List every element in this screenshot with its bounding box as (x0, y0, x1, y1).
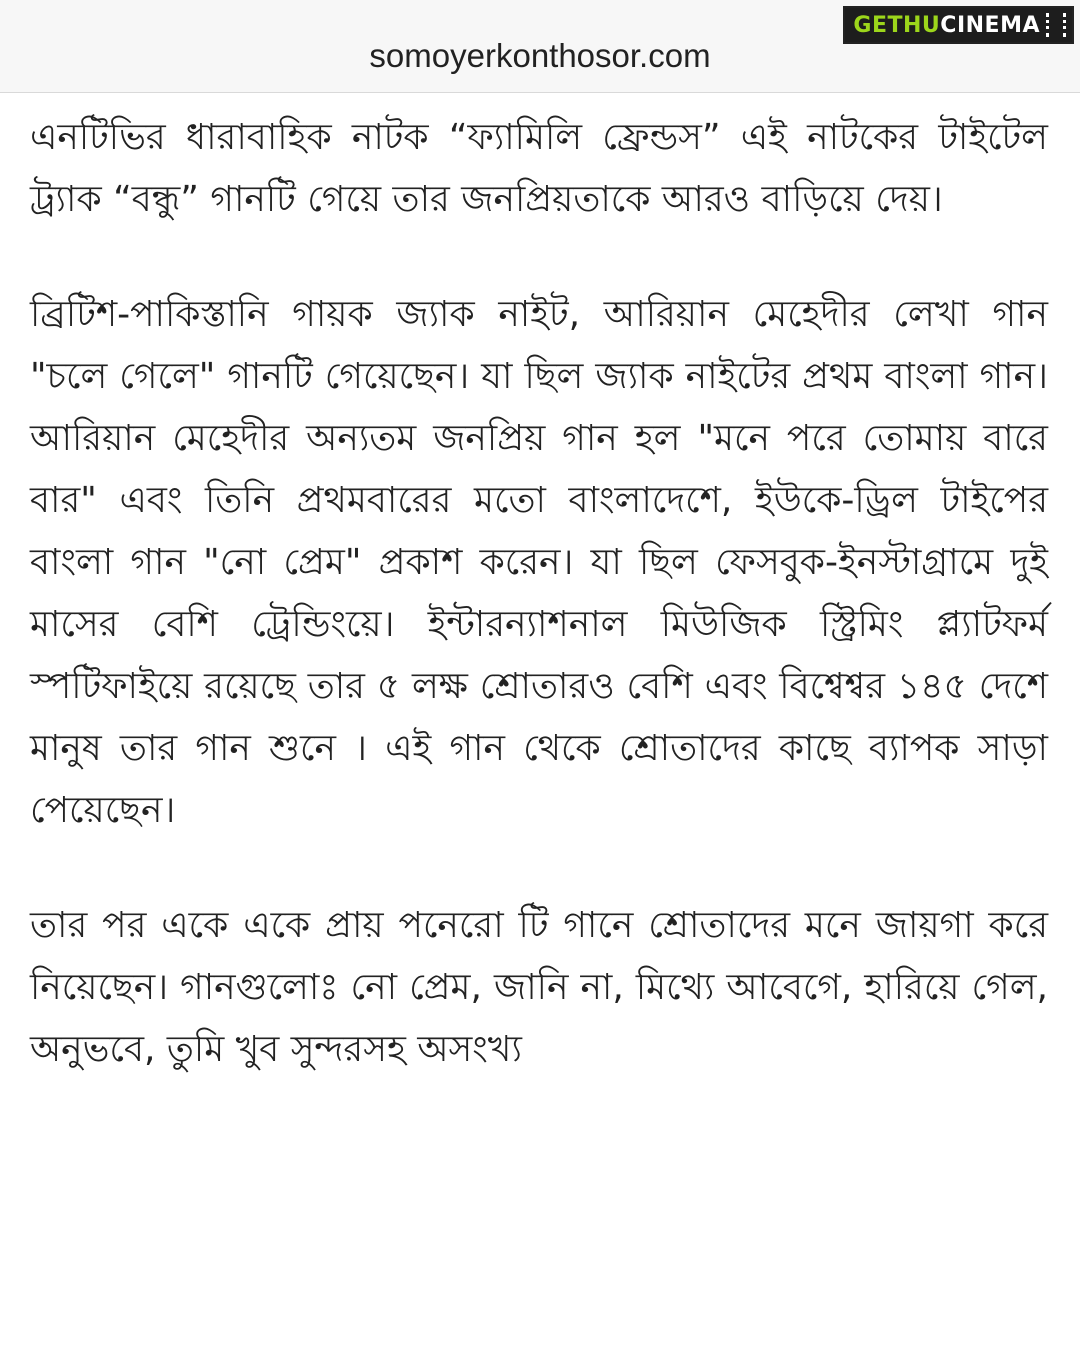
watermark-logo (843, 6, 1074, 44)
watermark-text-part1: GETHU (853, 12, 941, 38)
paragraph-3: তার পর একে একে প্রায় পনেরো টি গানে শ্রোতাদের মনে জায়গা করে নিয়েছেন। গানগুলোঃ নো প্রেম, জানি না, মিথ্যে আবেগে, হারিয়ে গেল, অনুভবে, তুমি খুব সুন্দরসহ অসংখ্য (30, 905, 1048, 1070)
watermark-text-part2: CINEMA (940, 12, 1040, 38)
film-strip-icon (1046, 13, 1066, 37)
paragraph-1: এনটিভির ধারাবাহিক নাটক “ফ্যামিলি ফ্রেন্ডস” এই নাটকের টাইটেল ট্র্যাক “বন্ধু” গানটি গেয়ে তার জনপ্রিয়তাকে আরও বাড়িয়ে দেয়। (30, 117, 1048, 220)
article-body (30, 107, 1048, 1081)
paragraph-2: ব্রিটিশ-পাকিস্তানি গায়ক জ্যাক নাইট, আরিয়ান মেহেদীর লেখা গান "চলে গেলে" গানটি গেয়েছেন। যা ছিল জ্যাক নাইটের প্রথম বাংলা গান। আরিয়ান মেহেদীর অন্যতম জনপ্রিয় গান হল "মনে পরে তোমায় বারে বার" এবং তিনি প্রথমবারের মতো বাংলাদেশে, ইউকে-ড্রিল টাইপের বাংলা গান "নো প্রেম" প্রকাশ করেন। যা ছিল ফেসবুক-ইনস্টাগ্রামে দুই মাসের বেশি ট্রেন্ডিংয়ে। ইন্টারন্যাশনাল মিউজিক স্ট্রিমিং প্ল্যাটফর্ম স্পটিফাইয়ে রয়েছে তার ৫ লক্ষ শ্রোতারও বেশি এবং বিশ্বেশ্বর ১৪৫ দেশে মানুষ তার গান শুনে । এই গান থেকে শ্রোতাদের কাছে ব্যাপক সাড়া পেয়েছেন। (30, 294, 1048, 831)
url-text[interactable]: somoyerkonthosor.com (369, 37, 711, 74)
